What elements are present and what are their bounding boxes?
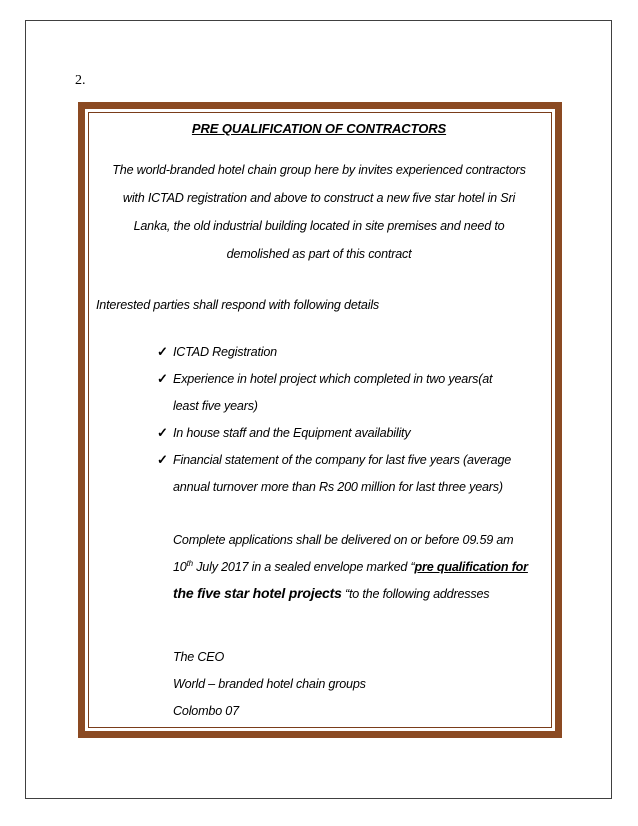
list-item-continuation: annual turnover more than Rs 200 million for last three years) [173,480,503,494]
application-line-3 [173,585,489,602]
application-line-2 [173,559,528,575]
notice-title: PRE QUALIFICATION OF CONTRACTORS [191,121,447,136]
date-suffix: th [186,558,193,568]
intro-line-3: Lanka, the old industrial building located in site premises and need to [133,219,505,233]
list-item: ICTAD Registration [173,345,277,359]
list-item: Experience in hotel project which completed in two years(at [173,372,493,386]
address-line-1: The CEO [173,650,225,664]
list-item: Financial statement of the company for last five years (average [173,453,512,467]
page-number: 2. [75,73,86,88]
project-name-highlight: the five star hotel projects [173,585,342,601]
prequalification-highlight: pre qualification for [414,560,528,574]
date-day: 10 [173,560,187,574]
check-icon: ✓ [157,371,168,386]
address-lead-text: “to the following addresses [341,587,490,601]
check-icon: ✓ [157,425,168,440]
check-icon: ✓ [157,344,168,359]
date-text: July 2017 in a sealed envelope marked “ [192,560,415,574]
respond-text: Interested parties shall respond with following details [96,298,380,312]
intro-line-1: The world-branded hotel chain group here by invites experienced contractors [112,163,526,177]
address-line-2: World – branded hotel chain groups [173,677,366,691]
intro-line-4: demolished as part of this contract [226,247,412,261]
intro-line-2: with ICTAD registration and above to construct a new five star hotel in Sri [122,191,516,205]
check-icon: ✓ [157,452,168,467]
address-line-3: Colombo 07 [173,704,239,718]
list-item-continuation: least five years) [173,399,258,413]
list-item: In house staff and the Equipment availability [173,426,411,440]
application-line-1: Complete applications shall be delivered on or before 09.59 am [173,533,514,547]
